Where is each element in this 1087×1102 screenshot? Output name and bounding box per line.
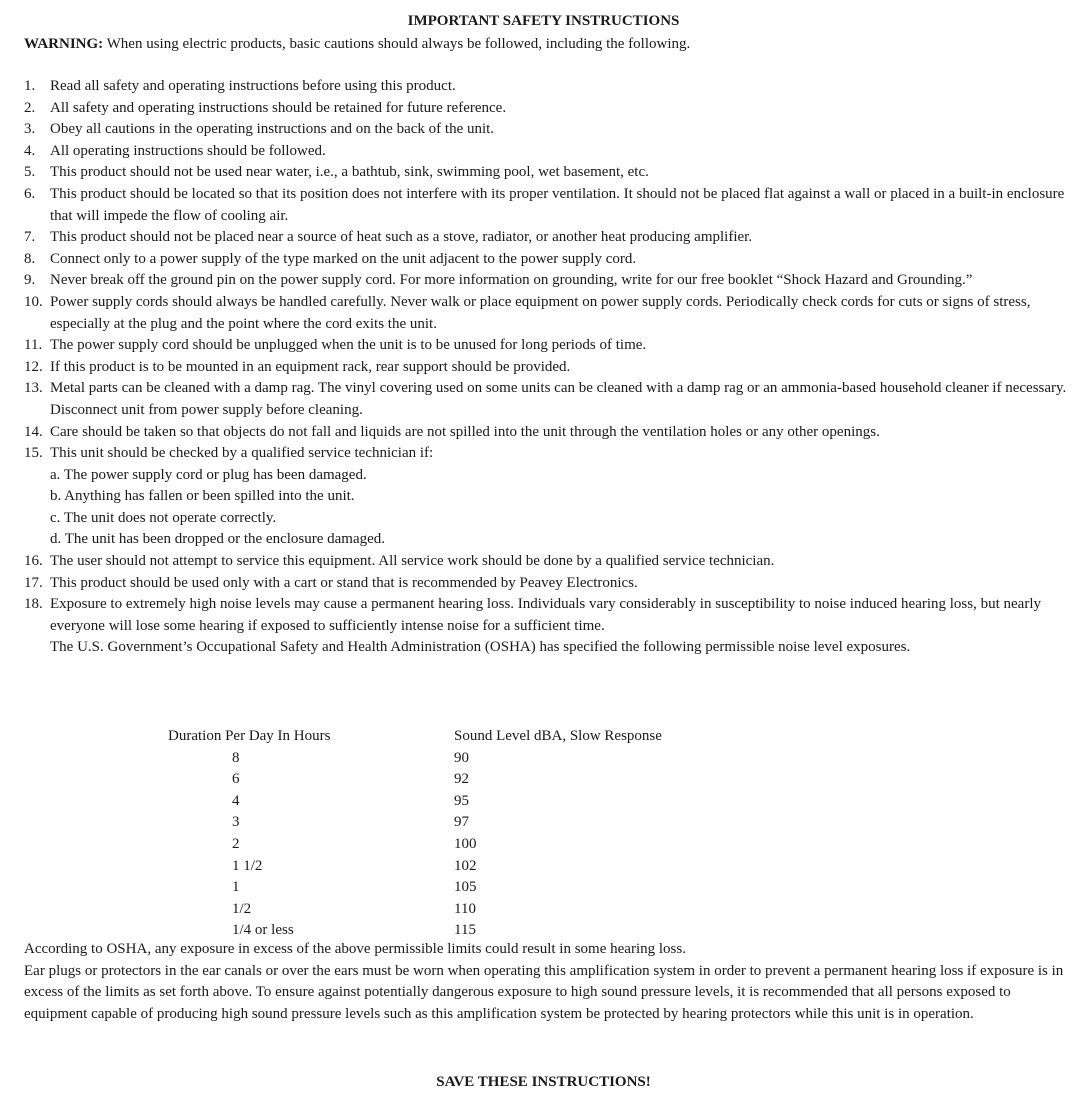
table-header-row — [168, 726, 728, 748]
table-row — [168, 856, 728, 878]
item-number: 1. — [24, 78, 36, 94]
table-row — [168, 834, 728, 856]
table-row — [168, 877, 728, 899]
duration-cell: 3 — [232, 814, 240, 831]
item-text: Exposure to extremely high noise levels may cause a permanent hearing loss. Individuals vary considerably in susceptibility to noise induced hearing loss, but nearly everyone will lose some hearing if exposed to sufficiently intense noise for a sufficient time. — [50, 596, 1042, 634]
list-item — [24, 551, 1074, 573]
item-number: 9. — [24, 272, 36, 289]
item-number: 6. — [24, 185, 36, 202]
item-number: 18. — [24, 596, 43, 613]
item-text: The power supply cord should be unplugged when the unit is to be unused for long periods of time. — [50, 337, 647, 354]
list-item — [24, 292, 1074, 335]
item-number: 16. — [24, 553, 43, 570]
item-text: This product should not be placed near a source of heat such as a stove, radiator, or another heat producing amplifier. — [50, 229, 753, 246]
list-item — [24, 335, 1074, 357]
save-instructions-footer: SAVE THESE INSTRUCTIONS! — [436, 1074, 651, 1090]
sound-level-cell: 102 — [454, 857, 477, 874]
item-number: 12. — [24, 358, 43, 375]
item-text: If this product is to be mounted in an equipment rack, rear support should be provided. — [50, 358, 571, 375]
instruction-list — [24, 76, 1074, 659]
item-number: 15. — [24, 445, 43, 462]
table-row — [168, 899, 728, 921]
sound-level-cell: 105 — [454, 879, 477, 896]
item-text: This product should be used only with a cart or stand that is recommended by Peavey Electronics. — [50, 574, 638, 591]
item-text: Read all safety and operating instructions before using this product. — [50, 78, 456, 94]
item-text: This unit should be checked by a qualified service technician if: — [50, 445, 434, 462]
list-item — [24, 141, 1074, 163]
item-number: 4. — [24, 142, 36, 159]
item-text: This product should be located so that its position does not interfere with its proper ventilation. It should not be placed flat against a wall or placed in a built-in enclosure that will impede the flow of cooling air. — [50, 185, 1065, 224]
item-number: 17. — [24, 574, 43, 591]
warning-label: WARNING: — [24, 36, 104, 52]
noise-exposure-table — [168, 726, 728, 942]
sound-level-cell: 92 — [454, 771, 469, 788]
list-item — [24, 270, 1074, 292]
list-item — [24, 378, 1074, 421]
item-number: 13. — [24, 380, 43, 397]
item-number: 11. — [24, 337, 43, 354]
item-text: Never break off the ground pin on the power supply cord. For more information on grounding, write for our free booklet “Shock Hazard and Grounding.” — [50, 272, 973, 289]
duration-cell: 1 — [232, 879, 240, 896]
warning-text: When using electric products, basic cautions should always be followed, including the following. — [103, 36, 691, 52]
item-number: 10. — [24, 293, 43, 310]
duration-cell: 1 1/2 — [232, 857, 263, 874]
list-item — [24, 422, 1074, 444]
list-item — [24, 98, 1074, 120]
list-item — [24, 573, 1074, 595]
closing-paragraphs — [24, 939, 1074, 1025]
sub-item: b. Anything has fallen or been spilled into the unit. — [50, 488, 355, 505]
sub-item: a. The power supply cord or plug has been damaged. — [50, 466, 367, 483]
item-text: Care should be taken so that objects do not fall and liquids are not spilled into the unit through the ventilation holes or any other openings. — [50, 423, 880, 440]
list-item — [24, 184, 1074, 227]
sound-level-cell: 110 — [454, 900, 476, 917]
duration-cell: 1/4 or less — [232, 922, 294, 939]
item-text: The user should not attempt to service this equipment. All service work should be done by a qualified service technician. — [50, 553, 775, 570]
column-header-duration: Duration Per Day In Hours — [168, 728, 331, 744]
osha-note: According to OSHA, any exposure in excess of the above permissible limits could result in some hearing loss. — [24, 941, 686, 957]
sound-level-cell: 95 — [454, 792, 469, 809]
list-item — [24, 162, 1074, 184]
column-header-sound-level: Sound Level dBA, Slow Response — [454, 728, 662, 744]
warning-line — [24, 33, 690, 55]
list-item — [24, 443, 1074, 465]
duration-cell: 6 — [232, 771, 240, 788]
sound-level-cell: 90 — [454, 749, 469, 766]
page-title: IMPORTANT SAFETY INSTRUCTIONS — [407, 13, 680, 29]
list-item — [24, 119, 1074, 141]
item-number: 7. — [24, 229, 36, 246]
sub-item: c. The unit does not operate correctly. — [50, 509, 277, 526]
item-number: 5. — [24, 164, 36, 181]
duration-cell: 2 — [232, 835, 240, 852]
list-item — [24, 357, 1074, 379]
duration-cell: 4 — [232, 792, 240, 809]
table-row — [168, 748, 728, 770]
item-text: Metal parts can be cleaned with a damp rag. The vinyl covering used on some units can be cleaned with a damp rag or an ammonia-based household cleaner if necessary. Disconnect unit from power supply before cleaning. — [50, 380, 1067, 418]
osha-text: The U.S. Government’s Occupational Safety and Health Administration (OSHA) has specified the following permissible noise level exposures. — [50, 639, 911, 656]
duration-cell: 8 — [232, 749, 240, 766]
item-text: Obey all cautions in the operating instructions and on the back of the unit. — [50, 121, 495, 138]
item-text: Connect only to a power supply of the type marked on the unit adjacent to the power supply cord. — [50, 250, 637, 267]
sound-level-cell: 97 — [454, 814, 469, 831]
item-number: 8. — [24, 250, 36, 267]
sub-item: d. The unit has been dropped or the enclosure damaged. — [50, 531, 386, 548]
sound-level-cell: 115 — [454, 922, 476, 939]
list-item — [24, 249, 1074, 271]
item-text: All safety and operating instructions should be retained for future reference. — [50, 99, 507, 116]
list-item — [24, 227, 1074, 249]
duration-cell: 1/2 — [232, 900, 252, 917]
table-row — [168, 812, 728, 834]
table-row — [168, 791, 728, 813]
list-item — [24, 76, 1074, 98]
sound-level-cell: 100 — [454, 835, 477, 852]
list-item — [24, 594, 1074, 637]
item-number: 14. — [24, 423, 43, 440]
table-row — [168, 769, 728, 791]
ear-protection-text: Ear plugs or protectors in the ear canals or over the ears must be worn when operating this amplification system in order to prevent a permanent hearing loss if exposure is in excess of the limits as set forth above. To ensure against potentially dangerous exposure to high sound pressure levels, it is recommended that all persons exposed to equipment capable of producing high sound pressure levels such as this amplification system be protected by hearing protectors while this unit is in operation. — [24, 962, 1064, 1022]
item-text: This product should not be used near water, i.e., a bathtub, sink, swimming pool, wet basement, etc. — [50, 164, 649, 181]
item-text: All operating instructions should be followed. — [50, 142, 326, 159]
item-number: 3. — [24, 121, 36, 138]
item-number: 2. — [24, 99, 36, 116]
item-text: Power supply cords should always be handled carefully. Never walk or place equipment on power supply cords. Periodically check cords for cuts or signs of stress, especially at the plug and the point where the cord exits the unit. — [50, 293, 1031, 332]
